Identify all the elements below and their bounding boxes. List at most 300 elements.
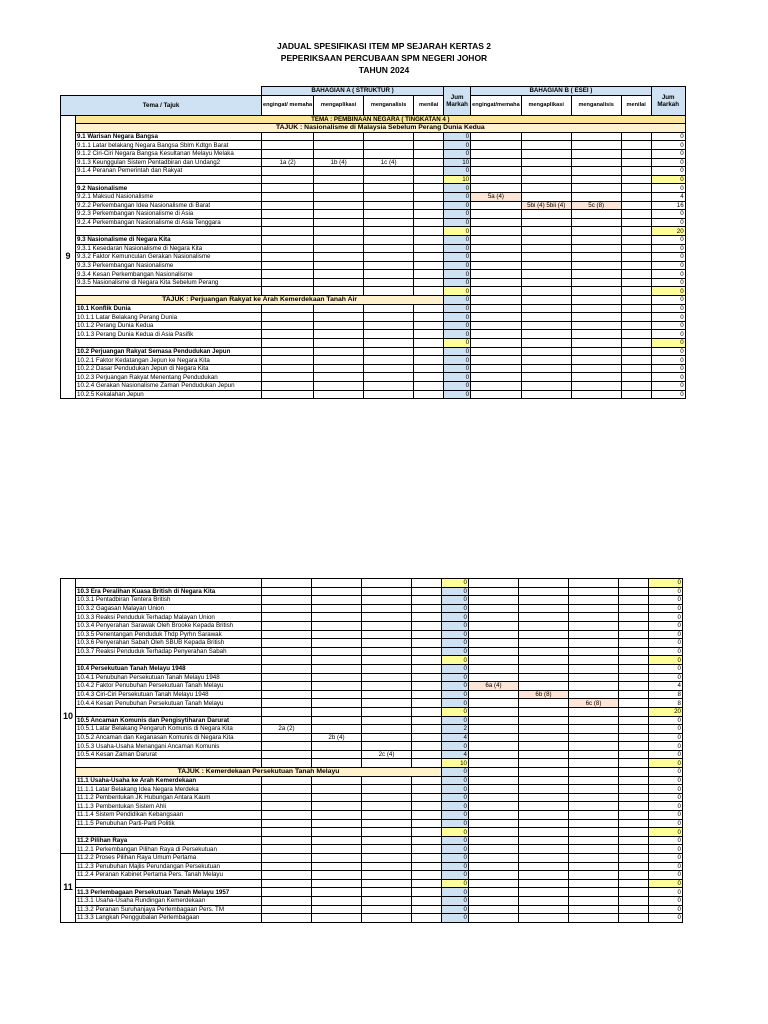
table-row xyxy=(61,149,686,158)
empty-cell xyxy=(314,287,364,296)
topic-cell: 11.1 Usaha-Usaha ke Arah Kemerdekaan xyxy=(76,776,262,785)
table-row xyxy=(61,270,686,279)
empty-cell xyxy=(569,716,619,725)
empty-cell xyxy=(621,330,651,339)
topic-cell: 10.2.2 Dasar Pendudukan Jepun di Negara Kita xyxy=(76,364,262,373)
empty-cell xyxy=(314,149,364,158)
empty-cell xyxy=(519,621,569,630)
empty-cell xyxy=(519,647,569,656)
empty-cell xyxy=(362,802,412,811)
empty-cell xyxy=(621,390,651,399)
jum-markah-b-cell: 0 xyxy=(649,647,683,656)
topic-cell: 11.2.2 Proses Pilihan Raya Umum Pertama xyxy=(76,854,262,863)
empty-cell xyxy=(314,278,364,287)
empty-cell xyxy=(412,716,442,725)
topic-cell: 10.3.1 Pentadbiran Tentera British xyxy=(76,596,262,605)
empty-cell xyxy=(569,664,619,673)
empty-cell xyxy=(471,149,522,158)
empty-cell xyxy=(571,296,621,305)
empty-cell xyxy=(362,845,412,854)
empty-cell xyxy=(619,785,649,794)
empty-cell xyxy=(414,278,444,287)
empty-cell xyxy=(469,579,519,588)
empty-cell xyxy=(621,373,651,382)
empty-cell xyxy=(521,261,571,270)
jum-markah-b-cell: 0 xyxy=(649,905,683,914)
empty-cell xyxy=(262,716,312,725)
table-row xyxy=(61,776,683,785)
empty-cell xyxy=(414,158,444,167)
table-row xyxy=(61,373,686,382)
empty-cell xyxy=(619,905,649,914)
empty-cell xyxy=(262,579,312,588)
empty-cell xyxy=(471,227,522,236)
empty-cell xyxy=(471,321,522,330)
empty-cell xyxy=(364,390,414,399)
empty-cell xyxy=(619,776,649,785)
jum-markah-a-cell: 0 xyxy=(442,768,469,777)
empty-cell xyxy=(519,905,569,914)
empty-cell xyxy=(414,167,444,176)
empty-cell xyxy=(364,364,414,373)
topic-cell: 9.3.2 Faktor Kemunculan Gerakan Nasionalisme xyxy=(76,253,262,262)
empty-cell xyxy=(571,356,621,365)
empty-cell xyxy=(521,356,571,365)
empty-cell xyxy=(569,768,619,777)
empty-cell xyxy=(521,296,571,305)
empty-cell xyxy=(262,699,312,708)
jum-markah-a-cell: 0 xyxy=(444,382,471,391)
empty-cell xyxy=(364,244,414,253)
topic-cell: 11.2.4 Peranan Kabinet Pertama Pers. Tanah Melayu xyxy=(76,871,262,880)
empty-cell xyxy=(619,862,649,871)
jum-markah-b-cell: 0 xyxy=(649,854,683,863)
empty-cell xyxy=(569,862,619,871)
empty-cell xyxy=(262,141,314,150)
empty-cell xyxy=(76,828,262,837)
jum-markah-b-cell: 0 xyxy=(649,613,683,622)
subtotal-row xyxy=(61,759,683,768)
topic-cell: 10.3.3 Reaksi Penduduk Terhadap Malayan Union xyxy=(76,613,262,622)
table-row xyxy=(61,330,686,339)
empty-cell xyxy=(519,596,569,605)
empty-cell xyxy=(412,596,442,605)
empty-cell xyxy=(76,759,262,768)
empty-cell xyxy=(619,836,649,845)
empty-cell xyxy=(262,364,314,373)
empty-cell xyxy=(619,759,649,768)
question-item-cell: 6c (8) xyxy=(569,699,619,708)
empty-cell xyxy=(412,811,442,820)
empty-cell xyxy=(364,330,414,339)
tajuk-row-11: TAJUK : Kemerdekaan Persekutuan Tanah Melayu xyxy=(76,768,442,777)
empty-cell xyxy=(262,270,314,279)
empty-cell xyxy=(414,347,444,356)
empty-cell xyxy=(262,862,312,871)
empty-cell xyxy=(362,587,412,596)
document-title xyxy=(0,40,768,76)
topic-cell: 11.3.2 Peranan Suruhanjaya Perlembagaan Pers. TM xyxy=(76,905,262,914)
empty-cell xyxy=(262,888,312,897)
empty-cell xyxy=(412,836,442,845)
empty-cell xyxy=(469,604,519,613)
empty-cell xyxy=(571,347,621,356)
topic-cell: 9.1.2 Ciri-Ciri Negara Bangsa Kesultanan Melayu Melaka xyxy=(76,149,262,158)
jum-markah-a-cell: 0 xyxy=(442,914,469,923)
empty-cell xyxy=(621,253,651,262)
empty-cell xyxy=(621,287,651,296)
empty-cell xyxy=(262,750,312,759)
empty-cell xyxy=(471,141,522,150)
jum-markah-b-cell: 0 xyxy=(649,768,683,777)
jum-markah-a-cell: 0 xyxy=(444,132,471,141)
empty-cell xyxy=(262,793,312,802)
table-row xyxy=(61,158,686,167)
empty-cell xyxy=(519,682,569,691)
empty-cell xyxy=(521,304,571,313)
jum-markah-b-cell: 4 xyxy=(649,682,683,691)
form-9-label: 9 xyxy=(61,115,76,399)
bahagian-b-header: BAHAGIAN B ( ESEI ) xyxy=(471,87,652,96)
jum-markah-a-cell: 0 xyxy=(442,802,469,811)
empty-cell xyxy=(314,261,364,270)
empty-cell xyxy=(471,210,522,219)
empty-cell xyxy=(571,167,621,176)
empty-cell xyxy=(412,750,442,759)
empty-cell xyxy=(519,725,569,734)
empty-cell xyxy=(569,587,619,596)
empty-cell xyxy=(362,896,412,905)
empty-cell xyxy=(519,656,569,665)
empty-cell xyxy=(571,261,621,270)
empty-cell xyxy=(414,261,444,270)
jum-markah-b-cell: 0 xyxy=(651,149,685,158)
empty-cell xyxy=(619,854,649,863)
jum-markah-b-cell: 0 xyxy=(649,819,683,828)
empty-cell xyxy=(312,905,362,914)
empty-cell xyxy=(362,656,412,665)
empty-cell xyxy=(364,235,414,244)
empty-cell xyxy=(262,647,312,656)
empty-cell xyxy=(519,836,569,845)
empty-cell xyxy=(621,192,651,201)
empty-cell xyxy=(414,201,444,210)
topic-cell: 11.1.2 Pembentukan JK Hubungan Antara Kaum xyxy=(76,793,262,802)
empty-cell xyxy=(362,630,412,639)
empty-cell xyxy=(621,210,651,219)
empty-cell xyxy=(621,158,651,167)
empty-cell xyxy=(619,682,649,691)
title-line-2: PEPERIKSAAN PERCUBAAN SPM NEGERI JOHOR xyxy=(280,53,488,63)
table-row xyxy=(61,750,683,759)
topic-cell: 10.1.2 Perang Dunia Kedua xyxy=(76,321,262,330)
empty-cell xyxy=(414,287,444,296)
empty-cell xyxy=(412,725,442,734)
empty-cell xyxy=(569,673,619,682)
empty-cell xyxy=(262,879,312,888)
empty-cell xyxy=(364,175,414,184)
empty-cell xyxy=(521,330,571,339)
empty-cell xyxy=(262,175,314,184)
empty-cell xyxy=(569,682,619,691)
empty-cell xyxy=(619,845,649,854)
jum-markah-b-cell: 0 xyxy=(649,596,683,605)
empty-cell xyxy=(262,690,312,699)
table-row xyxy=(61,914,683,923)
jum-markah-b-cell: 0 xyxy=(651,141,685,150)
empty-cell xyxy=(471,287,522,296)
jum-markah-a-cell: 0 xyxy=(442,699,469,708)
empty-cell xyxy=(312,862,362,871)
empty-cell xyxy=(262,914,312,923)
empty-cell xyxy=(314,356,364,365)
empty-cell xyxy=(262,339,314,348)
empty-cell xyxy=(619,613,649,622)
topic-cell: 9.3.4 Kesan Perkembangan Nasionalisme xyxy=(76,270,262,279)
empty-cell xyxy=(571,373,621,382)
empty-cell xyxy=(262,707,312,716)
empty-cell xyxy=(262,854,312,863)
jum-markah-b-cell: 0 xyxy=(649,793,683,802)
empty-cell xyxy=(571,278,621,287)
jum-markah-a-cell: 10 xyxy=(444,175,471,184)
b-col-menilai: menilai xyxy=(621,95,651,115)
topic-cell: 9.3.1 Kesedaran Nasionalisme di Negara Kita xyxy=(76,244,262,253)
table-row xyxy=(61,630,683,639)
jum-markah-b-header: Jum Markah xyxy=(651,87,685,116)
empty-cell xyxy=(76,707,262,716)
topic-cell: 10.2.1 Faktor Kedatangan Jepun ke Negara Kita xyxy=(76,356,262,365)
jum-markah-a-cell: 0 xyxy=(442,579,469,588)
empty-cell xyxy=(314,192,364,201)
jum-markah-b-cell: 0 xyxy=(649,888,683,897)
jum-markah-a-cell: 0 xyxy=(444,218,471,227)
empty-cell xyxy=(412,690,442,699)
jum-markah-a-cell: 0 xyxy=(444,287,471,296)
empty-cell xyxy=(262,356,314,365)
empty-cell xyxy=(569,905,619,914)
empty-cell xyxy=(412,879,442,888)
empty-cell xyxy=(414,184,444,193)
empty-cell xyxy=(414,382,444,391)
empty-cell xyxy=(262,278,314,287)
jum-markah-b-cell: 0 xyxy=(651,373,685,382)
empty-cell xyxy=(314,244,364,253)
table-row xyxy=(61,725,683,734)
empty-cell xyxy=(412,759,442,768)
a-col-menganalisis: menganalisis xyxy=(364,95,414,115)
jum-markah-a-cell: 0 xyxy=(442,682,469,691)
table-row xyxy=(61,905,683,914)
empty-cell xyxy=(571,149,621,158)
empty-cell xyxy=(469,802,519,811)
empty-cell xyxy=(312,725,362,734)
empty-cell xyxy=(414,227,444,236)
empty-cell xyxy=(469,888,519,897)
empty-cell xyxy=(469,854,519,863)
empty-cell xyxy=(364,278,414,287)
jum-markah-a-cell: 0 xyxy=(442,896,469,905)
empty-cell xyxy=(519,742,569,751)
empty-cell xyxy=(314,339,364,348)
empty-cell xyxy=(569,776,619,785)
empty-cell xyxy=(519,733,569,742)
empty-cell xyxy=(621,364,651,373)
empty-cell xyxy=(619,716,649,725)
empty-cell xyxy=(571,321,621,330)
empty-cell xyxy=(312,802,362,811)
empty-cell xyxy=(519,879,569,888)
table-row xyxy=(61,673,683,682)
empty-cell xyxy=(519,776,569,785)
jum-markah-a-cell: 0 xyxy=(444,167,471,176)
jum-markah-b-cell: 0 xyxy=(649,742,683,751)
empty-cell xyxy=(571,287,621,296)
empty-cell xyxy=(314,210,364,219)
jum-markah-a-cell: 0 xyxy=(442,854,469,863)
jum-markah-b-cell: 0 xyxy=(649,716,683,725)
empty-cell xyxy=(362,828,412,837)
empty-cell xyxy=(76,879,262,888)
jum-markah-b-cell: 0 xyxy=(651,364,685,373)
topic-cell: 11.2.3 Penubuhan Majlis Perundangan Persekutuan xyxy=(76,862,262,871)
empty-cell xyxy=(262,802,312,811)
empty-cell xyxy=(362,905,412,914)
jum-markah-b-cell: 0 xyxy=(649,587,683,596)
empty-cell xyxy=(519,811,569,820)
jum-markah-a-cell: 0 xyxy=(444,261,471,270)
empty-cell xyxy=(76,227,262,236)
empty-cell xyxy=(519,716,569,725)
empty-cell xyxy=(619,879,649,888)
empty-cell xyxy=(569,690,619,699)
empty-cell xyxy=(571,382,621,391)
empty-cell xyxy=(519,888,569,897)
empty-cell xyxy=(569,647,619,656)
table-row xyxy=(61,253,686,262)
empty-cell xyxy=(469,639,519,648)
empty-cell xyxy=(364,218,414,227)
question-item-cell: 5c (8) xyxy=(571,201,621,210)
empty-cell xyxy=(262,390,314,399)
empty-cell xyxy=(619,733,649,742)
question-item-cell: 6a (4) xyxy=(469,682,519,691)
empty-cell xyxy=(469,596,519,605)
empty-cell xyxy=(262,149,314,158)
jum-markah-b-cell: 0 xyxy=(649,725,683,734)
empty-cell xyxy=(262,871,312,880)
jum-markah-b-cell: 0 xyxy=(651,261,685,270)
empty-cell xyxy=(471,390,522,399)
b-col-mengaplikasi: mengaplikasi xyxy=(521,95,571,115)
jum-markah-a-cell: 0 xyxy=(442,630,469,639)
empty-cell xyxy=(469,664,519,673)
empty-cell xyxy=(621,227,651,236)
empty-cell xyxy=(519,896,569,905)
empty-cell xyxy=(469,871,519,880)
empty-cell xyxy=(519,750,569,759)
topic-cell: 10.4.3 Ciri-Ciri Persekutuan Tanah Melayu 1948 xyxy=(76,690,262,699)
empty-cell xyxy=(621,339,651,348)
empty-cell xyxy=(412,639,442,648)
empty-cell xyxy=(469,845,519,854)
empty-cell xyxy=(364,261,414,270)
table-row xyxy=(61,184,686,193)
empty-cell xyxy=(412,621,442,630)
table-row xyxy=(61,304,686,313)
topic-cell: 10.4 Persekutuan Tanah Melayu 1948 xyxy=(76,664,262,673)
topic-cell: 10.1.1 Latar Belakang Perang Dunia xyxy=(76,313,262,322)
jum-markah-a-cell: 0 xyxy=(444,356,471,365)
empty-cell xyxy=(262,244,314,253)
empty-cell xyxy=(314,253,364,262)
empty-cell xyxy=(414,364,444,373)
empty-cell xyxy=(364,132,414,141)
question-item-cell: 2c (4) xyxy=(362,750,412,759)
empty-cell xyxy=(469,656,519,665)
subtotal-row xyxy=(61,656,683,665)
jum-markah-b-cell: 8 xyxy=(649,690,683,699)
empty-cell xyxy=(471,313,522,322)
empty-cell xyxy=(262,819,312,828)
empty-cell xyxy=(314,373,364,382)
empty-cell xyxy=(312,621,362,630)
empty-cell xyxy=(469,759,519,768)
empty-cell xyxy=(619,699,649,708)
empty-cell xyxy=(471,158,522,167)
empty-cell xyxy=(262,304,314,313)
jum-markah-a-cell: 0 xyxy=(444,278,471,287)
empty-cell xyxy=(312,914,362,923)
empty-cell xyxy=(262,733,312,742)
empty-cell xyxy=(619,914,649,923)
empty-cell xyxy=(521,253,571,262)
empty-cell xyxy=(471,304,522,313)
empty-cell xyxy=(412,802,442,811)
empty-cell xyxy=(571,132,621,141)
table-row xyxy=(61,347,686,356)
jum-markah-b-cell: 0 xyxy=(649,802,683,811)
empty-cell xyxy=(569,656,619,665)
empty-cell xyxy=(412,862,442,871)
empty-cell xyxy=(362,742,412,751)
jum-markah-b-cell: 0 xyxy=(651,210,685,219)
empty-cell xyxy=(314,321,364,330)
jum-markah-a-cell: 0 xyxy=(444,227,471,236)
jum-markah-a-cell: 0 xyxy=(442,776,469,785)
empty-cell xyxy=(314,364,364,373)
empty-cell xyxy=(469,768,519,777)
jum-markah-b-cell: 0 xyxy=(649,733,683,742)
empty-cell xyxy=(364,270,414,279)
jum-markah-b-cell: 0 xyxy=(651,270,685,279)
empty-cell xyxy=(364,184,414,193)
empty-cell xyxy=(521,218,571,227)
jum-markah-b-cell: 0 xyxy=(649,579,683,588)
empty-cell xyxy=(471,382,522,391)
topic-cell: 10.2 Perjuangan Rakyat Semasa Pendudukan Jepun xyxy=(76,347,262,356)
empty-cell xyxy=(312,750,362,759)
jum-markah-a-cell: 4 xyxy=(442,733,469,742)
empty-cell xyxy=(262,218,314,227)
empty-cell xyxy=(76,339,262,348)
empty-cell xyxy=(621,235,651,244)
empty-cell xyxy=(312,879,362,888)
empty-cell xyxy=(312,793,362,802)
empty-cell xyxy=(262,253,314,262)
empty-cell xyxy=(569,819,619,828)
empty-cell xyxy=(519,819,569,828)
